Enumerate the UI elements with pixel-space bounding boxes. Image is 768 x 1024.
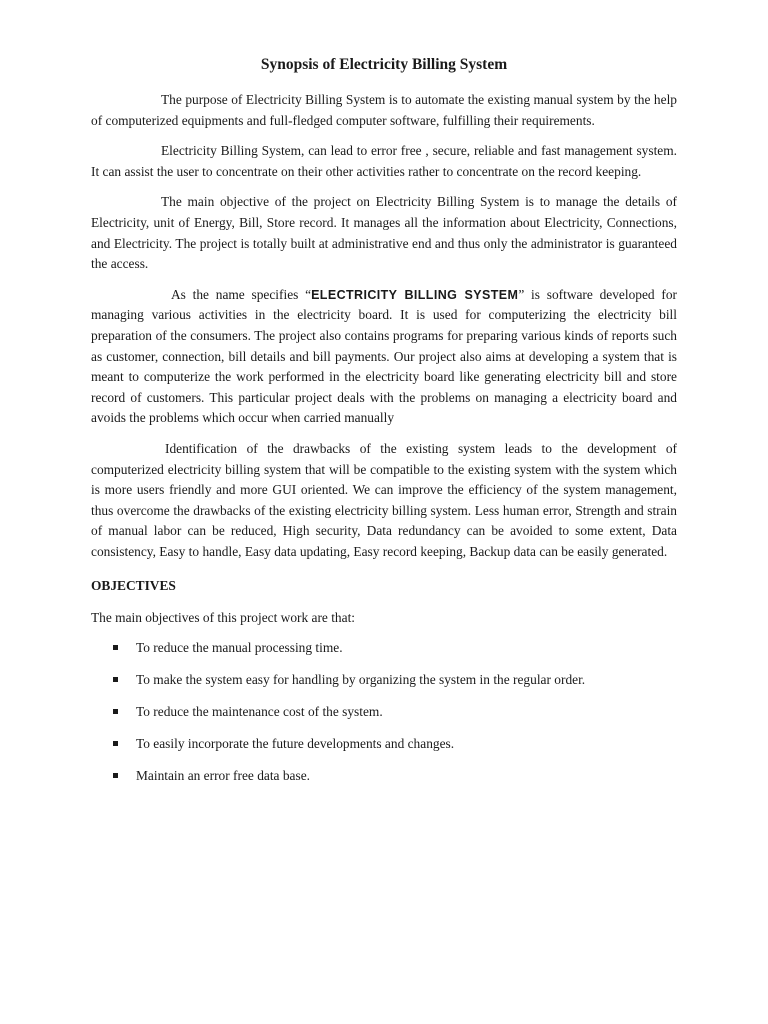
list-item bbox=[91, 734, 677, 754]
square-bullet-icon bbox=[113, 741, 118, 746]
list-item-text: To make the system easy for handling by organizing the system in the regular order. bbox=[136, 672, 586, 688]
list-item-text: To easily incorporate the future developments and changes. bbox=[136, 736, 455, 752]
square-bullet-icon bbox=[113, 773, 118, 778]
list-item bbox=[91, 702, 677, 722]
main-objective-paragraph: The main objective of the project on Electricity Billing System is to manage the details of Electricity, unit of Energy, Bill, Store record. It manages all the information about Electricity, Connections, and Electricity. The project is totally built at administrative end and thus only the administrator is guaranteed the access. bbox=[91, 194, 677, 272]
objectives-intro: The main objectives of this project work are that: bbox=[91, 610, 356, 626]
list-item-text: To reduce the maintenance cost of the system. bbox=[136, 704, 383, 720]
system-name-emphasis: ELECTRICITY BILLING SYSTEM bbox=[311, 287, 519, 302]
list-item bbox=[91, 670, 677, 690]
square-bullet-icon bbox=[113, 677, 118, 682]
list-item-text: Maintain an error free data base. bbox=[136, 768, 310, 784]
document-title: Synopsis of Electricity Billing System bbox=[260, 56, 508, 73]
document-page bbox=[91, 54, 677, 798]
system-description-paragraph bbox=[91, 285, 677, 429]
square-bullet-icon bbox=[113, 645, 118, 650]
drawbacks-paragraph: Identification of the drawbacks of the existing system leads to the development of computerized electricity billing system that will be compatible to the existing system with the system which is more users friendly and more GUI oriented. We can improve the efficiency of the system management, thus overcome the drawbacks of the existing electricity billing system. Less human error, Strength and strain of manual labor can be reduced, High security, Data redundancy can be avoided to some extent, Data consistency, Easy to handle, Easy data updating, Easy record keeping, Backup data can be easily generated. bbox=[91, 440, 677, 559]
square-bullet-icon bbox=[113, 709, 118, 714]
list-item-text: To reduce the manual processing time. bbox=[136, 640, 343, 656]
system-description-lead: As the name specifies “ bbox=[171, 286, 312, 302]
system-description-body: ” is software developed for managing various activities in the electricity board. It is used for computerizing the electricity bill preparation of the consumers. The project also contains programs for preparing various kinds of reports such as customer, connection, bill details and bill payments. Our project also aims at developing a system that is meant to computerize the work performed in the electricity board like generating electricity bill and store record of customers. This particular project deals with the problems on managing a electricity board and avoids the problems which occur when carried manually bbox=[91, 286, 677, 426]
list-item bbox=[91, 638, 677, 658]
list-item bbox=[91, 766, 677, 786]
purpose-paragraph: The purpose of Electricity Billing System is to automate the existing manual system by the help of computerized equipments and full-fledged computer software, fulfilling their requirements. bbox=[91, 92, 677, 128]
benefits-paragraph: Electricity Billing System, can lead to error free , secure, reliable and fast management system. It can assist the user to concentrate on their other activities rather to concentrate on the record keeping. bbox=[91, 143, 677, 179]
objectives-heading: OBJECTIVES bbox=[91, 578, 176, 594]
objectives-list bbox=[91, 638, 677, 786]
